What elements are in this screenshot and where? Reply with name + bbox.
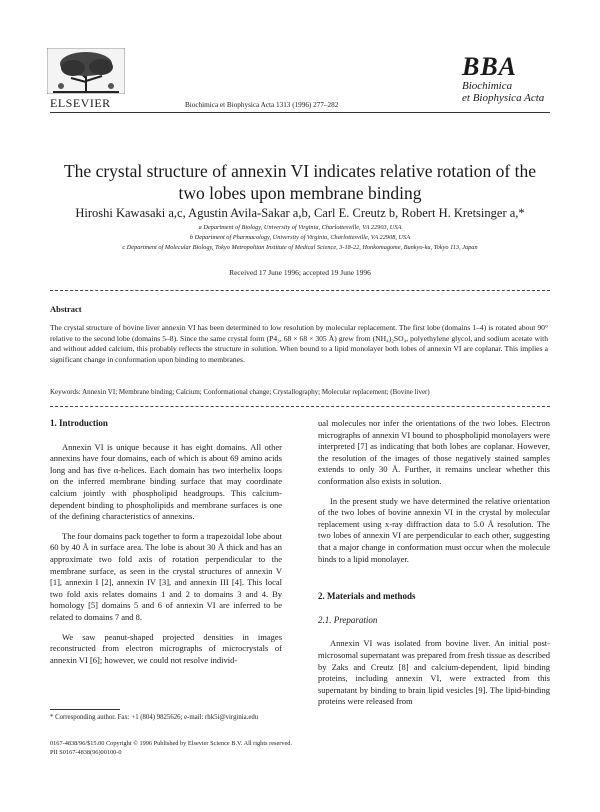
- publisher-name: ELSEVIER: [50, 96, 111, 110]
- journal-citation: Biochimica et Biophysica Acta 1313 (1996) 277–282: [185, 101, 339, 109]
- introduction-heading: 1. Introduction: [50, 418, 108, 428]
- intro-paragraph-1: Annexin VI is unique because it has eight domains. All other annexins have four domains, each of which is about 69 amino acids long and has five α-helices. Each domain has two interhelix loops on the inferred membrane binding surface that may coordinate calcium jointly with phospholipid headgroups. This calcium-dependent binding to phospholipids and membrane surfaces is one of the defining characteristics of annexins.: [50, 441, 282, 522]
- intro-paragraph-5: In the present study we have determined the relative orientation of the two lobes of bovine annexin VI in the crystal by molecular replacement using x-ray diffraction data to 5.0 Å resolution. The two lobes of annexin VI are perpendicular to each other, suggesting that a major change in conformation must occur when the molecule binds to a lipid monolayer.: [318, 495, 550, 564]
- abstract-heading: Abstract: [50, 304, 82, 314]
- article-title: The crystal structure of annexin VI indicates relative rotation of the two lobes upon membrane binding: [63, 161, 536, 203]
- bba-line-1: Biochimica: [462, 80, 513, 92]
- right-column: [318, 418, 550, 716]
- journal-logo: [462, 54, 552, 104]
- left-column: [50, 418, 282, 674]
- abstract-separator: [50, 406, 550, 407]
- pii-line: PII S0167-4838(96)00100-0: [50, 748, 122, 756]
- keywords: Keywords: Annexin VI; Membrane binding; Calcium; Conformational change; Crystallography; Molecular replacement; (Bovine liver): [50, 388, 430, 396]
- title-separator: [50, 290, 550, 291]
- preparation-paragraph: Annexin VI was isolated from bovine liver. An initial post-microsomal supernatant was prepared from fresh tissue as described by Zaks and Creutz [8] and calcium-dependent, lipid binding proteins, including annexin VI, were extracted from this supernatant by binding to brain lipid vesicles [9]. The lipid-binding proteins were released from: [318, 638, 550, 707]
- corresponding-author-footnote: * Corresponding author. Fax: +1 (804) 9825626; e-mail: rhk5i@virginia.edu: [50, 714, 259, 721]
- issn-copyright-line: 0167-4838/96/$15.00 Copyright © 1996 Published by Elsevier Science B.V. All rights reserved.: [50, 740, 293, 747]
- abstract-text: The crystal structure of bovine liver annexin VI has been determined to low resolution by molecular replacement. The first lobe (domains 1–4) is rotated about 90° relative to the second lobe (domains 5–8). Since the same crystal form (P4₃, 68 × 68 × 305 Å) grew from (NH₄)₂SO₄, polyethylene glycol, and sodium acetate with and without added calcium, this probably reflects the structure in solution. When bound to a lipid monolayer both lobes of annexin VI are coplanar. This implies a significant change in conformation upon binding to membranes.: [50, 323, 548, 364]
- affiliation-a: a Department of Biology, University of Virginia, Charlottesville, VA 22903, USA: [198, 224, 402, 231]
- article-authors: Hiroshi Kawasaki a,c, Agustin Avila-Sakar a,b, Carl E. Creutz b, Robert H. Kretsinger a,*: [75, 206, 525, 220]
- received-dates: Received 17 June 1996; accepted 19 June 1996: [229, 268, 371, 277]
- intro-paragraph-4: ual molecules nor infer the orientations of the two lobes. Electron micrographs of annexin VI bound to phospholipid monolayers were interpreted [7] as indicating that both lobes are coplanar. However, the resolution of the images of those negatively stained samples extends to only 30 Å. Further, it remains unclear whether this conformation also exists in solution.: [318, 418, 550, 486]
- methods-heading: 2. Materials and methods: [318, 591, 416, 602]
- affiliation-b: b Department of Pharmacology, University of Virginia, Charlottesville, VA 22908, USA: [189, 234, 411, 241]
- copyright-block: [50, 740, 550, 757]
- bba-line-2: et Biophysica Acta: [462, 92, 545, 104]
- intro-paragraph-3: We saw peanut-shaped projected densities in images reconstructed from electron micrographs of microcrystals of annexin VI [6]; however, we could not resolve individ-: [50, 631, 282, 665]
- bba-abbrev: BBA: [462, 52, 518, 81]
- intro-paragraph-2: The four domains pack together to form a trapezoidal lobe about 60 by 40 Å in surface area. The lobe is about 30 Å thick and has an approximate two fold axis of rotation perpendicular to the membrane surface, as seen in the crystal structures of annexin V [1], annexin I [2], annexin IV [3], and annexin III [4]. This local two fold axis relates domains 1 and 2 to domains 3 and 4. By homology [5] domains 5 and 6 of annexin VI are inferred to be related to domains 7 and 8.: [50, 530, 282, 622]
- preparation-heading: 2.1. Preparation: [318, 614, 378, 625]
- footnote-rule: [50, 709, 120, 710]
- header-rule: [50, 112, 550, 113]
- affiliation-c: c Department of Molecular Biology, Tokyo Metropolitan Institute of Medical Science, 3-18-22, Honkomagome, Bunkyo-ku, Tokyo 113, Japan: [122, 244, 478, 251]
- elsevier-tree-logo: [47, 48, 125, 94]
